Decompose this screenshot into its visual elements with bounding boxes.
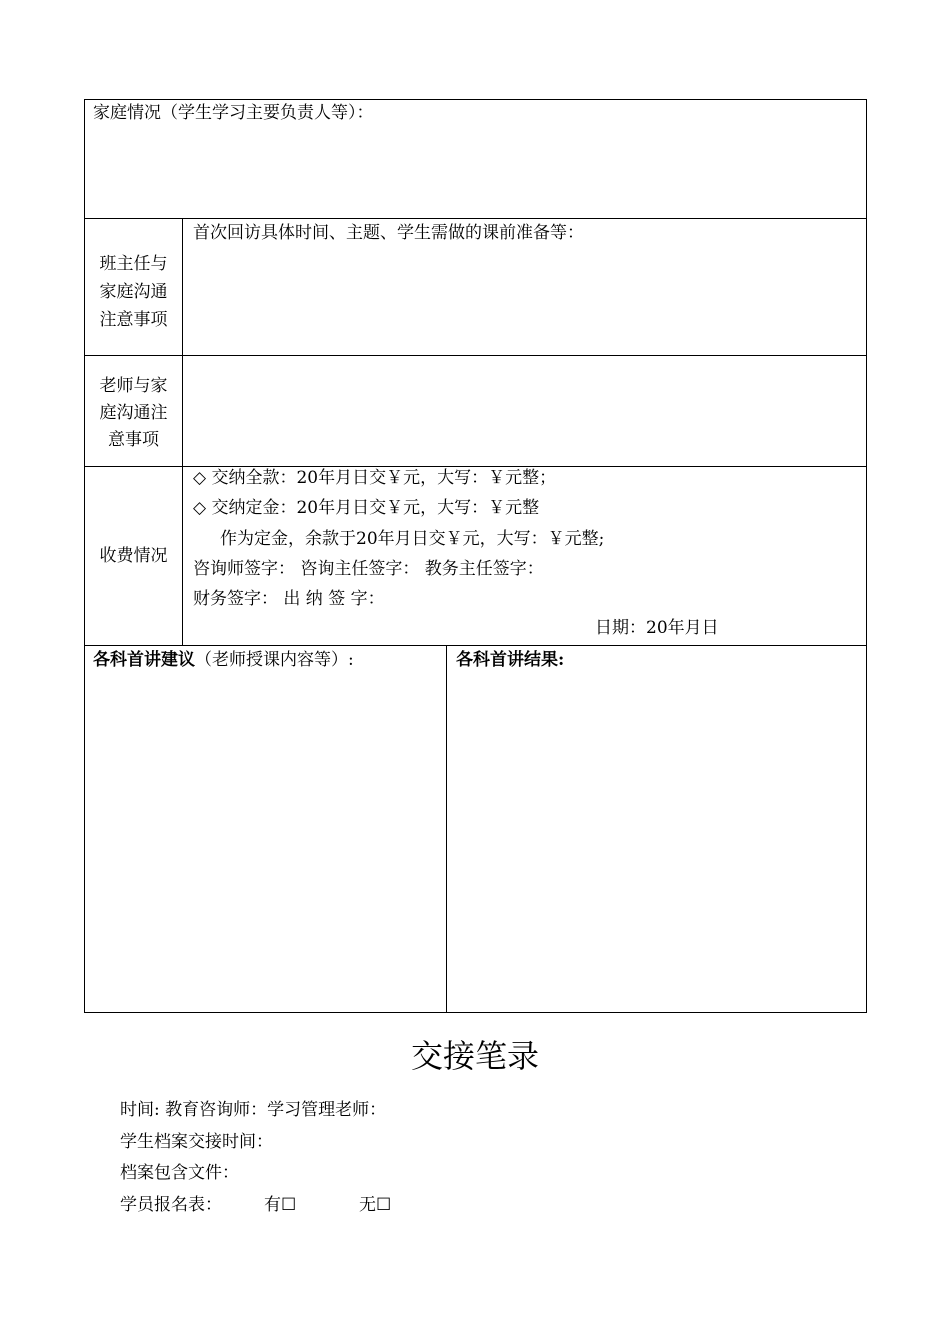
registration-no-checkbox[interactable]: 无☐	[359, 1195, 392, 1215]
fees-line-full-payment: ◇ 交纳全款：20年月日交￥元，大写：￥元整；	[193, 468, 557, 488]
fees-line-deposit: ◇ 交纳定金：20年月日交￥元，大写：￥元整	[193, 498, 540, 518]
row-divider-2	[84, 355, 867, 356]
homeroom-notes-content: 首次回访具体时间、主题、学生需做的课前准备等：	[193, 223, 584, 243]
fees-line-signatures: 咨询师签字： 咨询主任签字： 教务主任签字：	[193, 559, 544, 579]
row-divider-1	[84, 218, 867, 219]
fees-line-balance: 作为定金，余款于20年月日交￥元，大写：￥元整;	[220, 529, 605, 549]
handover-title: 交接笔录	[410, 1037, 539, 1075]
family-info-label: 家庭情况（学生学习主要负责人等）：	[93, 103, 374, 123]
bottom-column-divider	[446, 645, 447, 1013]
first-lecture-suggestion-title	[93, 650, 354, 670]
table-right-border	[866, 99, 867, 1013]
first-lecture-result-title: 各科首讲结果:	[456, 650, 565, 670]
handover-time-line: 时间: 教育咨询师：学习管理老师：	[120, 1100, 387, 1120]
handover-archive-files-line: 档案包含文件：	[120, 1163, 239, 1183]
homeroom-label-line: 家庭沟通	[99, 282, 168, 302]
registration-yes-checkbox[interactable]: 有☐	[264, 1195, 297, 1215]
teacher-notes-label	[85, 373, 182, 454]
row-divider-4	[84, 645, 867, 646]
table-bottom-border	[84, 1012, 867, 1013]
registration-form-label: 学员报名表：	[120, 1195, 222, 1215]
homeroom-label-line: 注意事项	[99, 310, 168, 330]
homeroom-label-line: 班主任与	[99, 254, 168, 274]
homeroom-notes-label	[85, 250, 182, 334]
suggestion-title-rest: （老师授课内容等）:	[195, 650, 354, 670]
suggestion-title-bold: 各科首讲建议	[93, 650, 195, 670]
handover-archive-time-line: 学生档案交接时间：	[120, 1132, 273, 1152]
row-divider-3	[84, 466, 867, 467]
table-top-border	[84, 99, 867, 100]
teacher-label-line: 庭沟通注	[99, 403, 168, 423]
fees-date: 日期：20年月日	[595, 618, 719, 638]
teacher-label-line: 老师与家	[99, 376, 168, 396]
fees-line-finance-signatures: 财务签字： 出 纳 签 字：	[193, 589, 385, 609]
teacher-label-line: 意事项	[108, 430, 159, 450]
label-column-divider	[182, 218, 183, 646]
fees-label: 收费情况	[99, 546, 168, 566]
